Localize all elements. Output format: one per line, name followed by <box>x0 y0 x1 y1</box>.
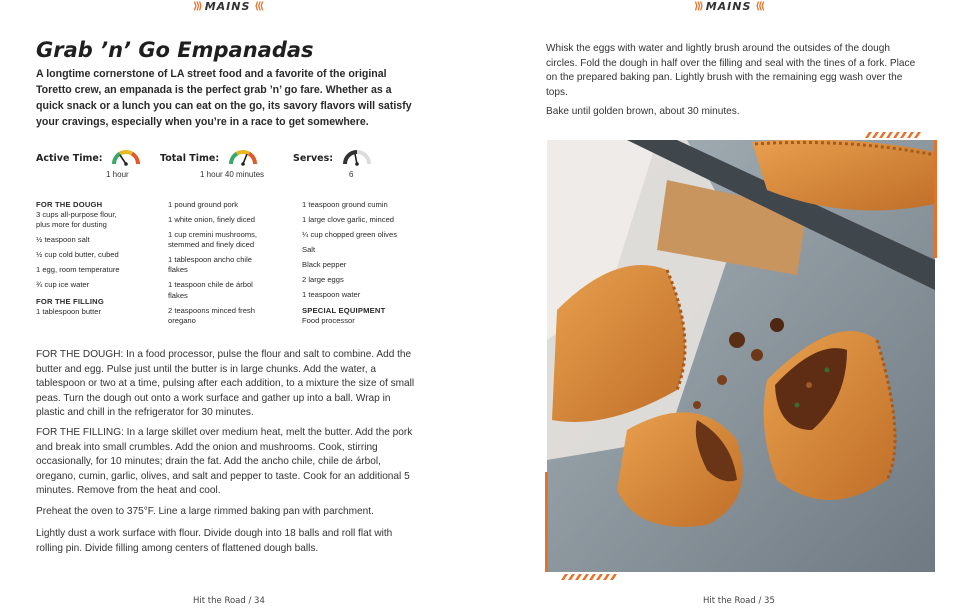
total-time-meter <box>160 148 265 179</box>
section-label: MAINS <box>204 0 251 13</box>
ingredient-item: Black pepper <box>302 260 347 269</box>
serves-value: 6 <box>349 170 354 179</box>
section-label: MAINS <box>705 0 752 13</box>
ingredient-item: ¼ cup chopped green olives <box>302 230 397 239</box>
ingredient-item-cont: flakes <box>168 265 188 275</box>
equipment-heading: SPECIAL EQUIPMENT <box>302 306 386 316</box>
ingredient-item: 2 teaspoons minced fresh <box>168 305 255 315</box>
decorative-stripe-icon <box>865 132 921 138</box>
section-header <box>694 0 763 13</box>
recipe-title: Grab ’n’ Go Empanadas <box>36 38 314 62</box>
ingredient-item: 1 pound ground pork <box>168 200 239 209</box>
ingredients-column-1 <box>36 200 158 322</box>
dough-instructions: FOR THE DOUGH: In a food processor, pulse the flour and salt to combine. Add the butter and egg. Pulse just until the butter is in large chunks. Add the water, a tablespoon or two at a time, pulsing after each addition, to a mixture the size of small peas. Turn the dough out onto a work surface and gather up into a ball. Wrap in plastic and chill in the refrigerator for 30 minutes. <box>36 349 415 418</box>
empanada-photo-frame <box>547 140 935 572</box>
ingredient-item-cont: stemmed and finely diced <box>168 240 255 250</box>
chevron-left-icon: ⟩⟩⟩ <box>694 1 702 12</box>
ingredient-item: 2 large eggs <box>302 275 344 284</box>
ingredient-item: 1 white onion, finely diced <box>168 215 255 224</box>
assembly-instructions: Lightly dust a work surface with flour. Divide dough into 18 balls and roll flat with rolling pin. Divide filling among centers of flattened dough balls. <box>36 528 393 554</box>
dough-heading: FOR THE DOUGH <box>36 200 103 209</box>
ingredient-item: Salt <box>302 245 316 254</box>
page-footer-right: Hit the Road / 35 <box>703 596 775 606</box>
serves-label: Serves: <box>293 153 334 164</box>
total-time-value: 1 hour 40 minutes <box>200 170 265 179</box>
ingredient-item-cont: plus more for dusting <box>36 220 107 230</box>
serves-gauge-icon <box>342 149 372 166</box>
photo-accent-bar <box>934 140 937 258</box>
serves-meter <box>293 148 372 179</box>
ingredient-item-cont: flakes <box>168 290 188 300</box>
ingredient-item: 1 tablespoon ancho chile <box>168 255 253 265</box>
chevron-right-icon: ⟨⟨⟨ <box>254 1 263 12</box>
ingredient-item: ½ cup cold butter, cubed <box>36 250 119 260</box>
ingredient-item: 1 egg, room temperature <box>36 265 120 275</box>
ingredient-item: 1 large clove garlic, minced <box>302 215 395 224</box>
equipment-item: Food processor <box>302 316 355 326</box>
active-time-gauge-icon <box>111 149 141 166</box>
preheat-instructions: Preheat the oven to 375°F. Line a large rimmed baking pan with parchment. <box>36 506 374 517</box>
section-header <box>193 0 262 13</box>
ingredient-item: ¾ cup ice water <box>36 280 90 290</box>
page-footer-left: Hit the Road / 34 <box>193 596 265 606</box>
filling-heading: FOR THE FILLING <box>36 296 104 306</box>
ingredient-item-cont: oregano <box>168 315 196 325</box>
total-time-gauge-icon <box>228 149 258 166</box>
photo-accent-bar <box>545 472 548 572</box>
ingredient-item: 3 cups all-purpose flour, <box>36 210 117 220</box>
active-time-label: Active Time: <box>36 153 103 164</box>
right-page <box>485 0 970 612</box>
ingredient-item: 1 teaspoon ground cumin <box>302 200 388 209</box>
chevron-left-icon: ⟩⟩⟩ <box>193 1 201 12</box>
ingredient-item: ½ teaspoon salt <box>36 235 90 245</box>
ingredients-column-2 <box>168 200 292 331</box>
ingredient-item: 1 tablespoon butter <box>36 306 102 316</box>
ingredient-item: 1 teaspoon chile de árbol <box>168 280 253 290</box>
baking-instructions: Bake until golden brown, about 30 minutes. <box>546 106 740 117</box>
sealing-instructions: Whisk the eggs with water and lightly brush around the outsides of the dough circles. Fold the dough in half over the filling and seal with the tines of a fork. Place on the prepared baking pan. Lightly brush with the remaining egg wash over the tops. <box>546 43 916 98</box>
filling-instructions: FOR THE FILLING: In a large skillet over medium heat, melt the butter. Add the pork and break into small crumbles. Add the onion and mushrooms. Cook, stirring occasionally, for 10 minutes; drain the fat. Add the ancho chile, chile de árbol, oregano, cumin, garlic, olives, and salt and pepper to taste. Cook for an additional 5 minutes. Remove from the heat and cool. <box>36 427 413 496</box>
active-time-meter <box>36 148 141 179</box>
ingredients-column-3 <box>302 200 432 331</box>
active-time-value: 1 hour <box>106 170 129 179</box>
decorative-stripe-icon <box>561 574 617 580</box>
time-meters <box>36 148 416 184</box>
ingredient-item: 1 cup cremini mushrooms, <box>168 230 258 239</box>
total-time-label: Total Time: <box>160 153 220 164</box>
chevron-right-icon: ⟨⟨⟨ <box>755 1 764 12</box>
ingredient-item: 1 teaspoon water <box>302 290 361 299</box>
empanada-photo <box>547 140 935 572</box>
recipe-intro: A longtime cornerstone of LA street food and a favorite of the original Toretto crew, an empanada is the perfect grab ’n’ go fare. Whether as a quick snack or a lunch you can eat on the go, its savory flavors will satisfy your cravings, especially when you’re in a race to get somewhere. <box>36 68 412 128</box>
